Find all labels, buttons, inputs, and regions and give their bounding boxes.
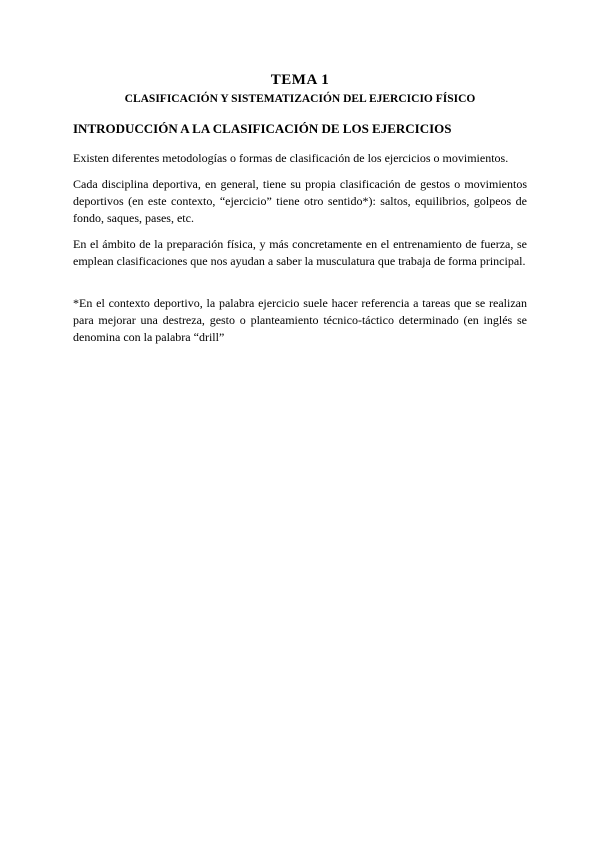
- paragraph-footnote: *En el contexto deportivo, la palabra ejercicio suele hacer referencia a tareas que se realizan para mejorar una destreza, gesto o planteamiento técnico-táctico determinado (en inglés se denomina con la palabra “drill”: [73, 296, 527, 344]
- paragraph-physical-preparation: En el ámbito de la preparación física, y más concretamente en el entrenamiento de fuerza, se emplean clasificaciones que nos ayudan a saber la musculatura que trabaja de forma principal.: [73, 237, 527, 268]
- section-heading: INTRODUCCIÓN A LA CLASIFICACIÓN DE LOS EJERCICIOS: [73, 121, 452, 136]
- paragraph-disciplines: Cada disciplina deportiva, en general, tiene su propia clasificación de gestos o movimientos deportivos (en este contexto, “ejercicio” tiene otro sentido*): saltos, equilibrios, golpeos de fondo, saques, pases, etc.: [73, 177, 527, 225]
- document-subtitle: CLASIFICACIÓN Y SISTEMATIZACIÓN DEL EJERCICIO FÍSICO: [124, 93, 476, 105]
- document-title: TEMA 1: [270, 72, 330, 88]
- paragraph-intro: Existen diferentes metodologías o formas de clasificación de los ejercicios o movimientos.: [73, 151, 509, 165]
